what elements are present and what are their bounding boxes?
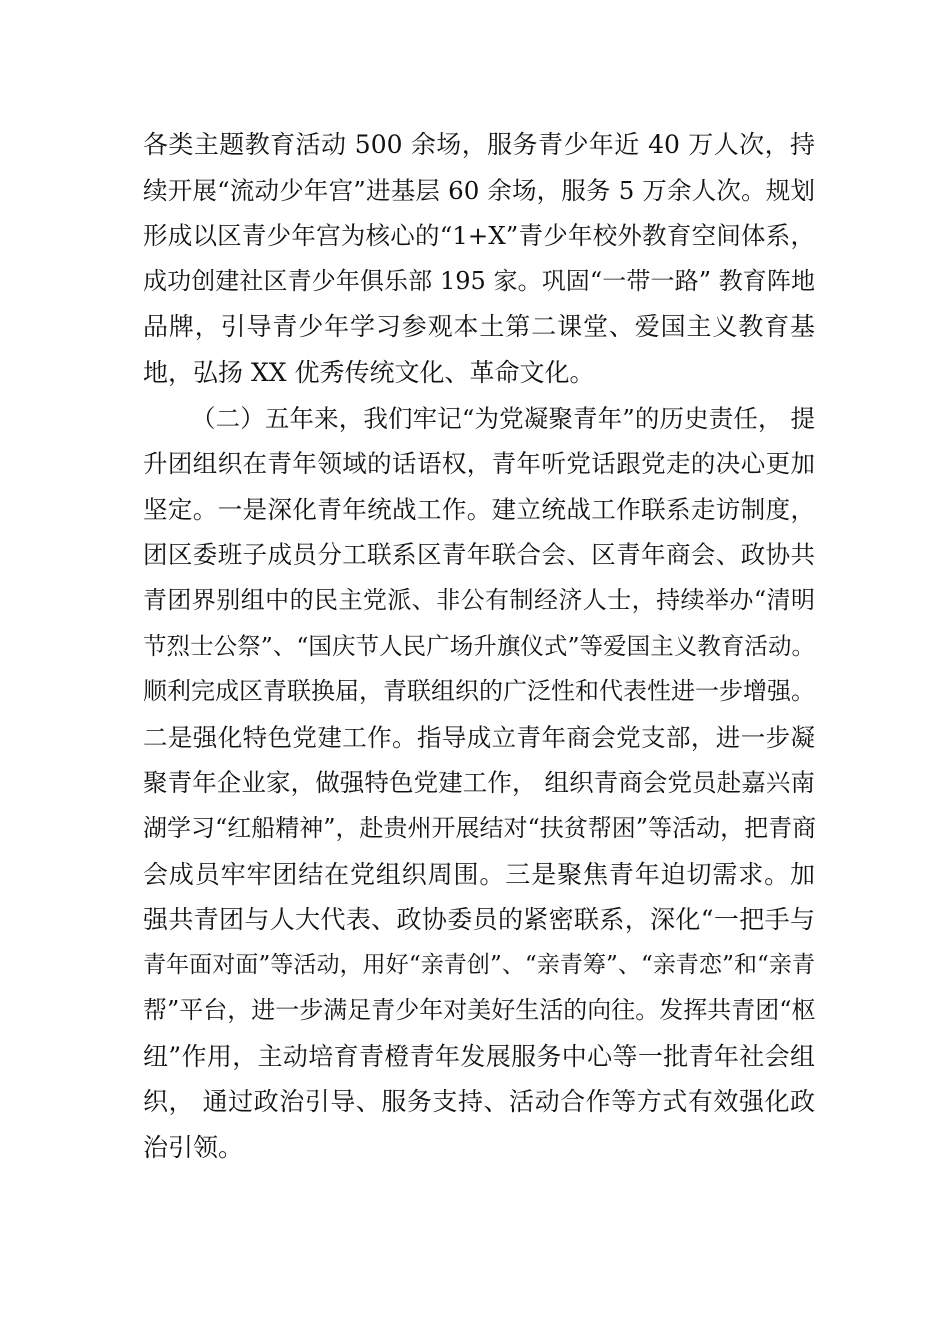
text-line: 湖学习“红船精神”，赴贵州开展结对“扶贫帮困”等活动，把青商 [143,813,817,842]
document-body [143,122,815,1171]
text-line: 织， 通过政治引导、服务支持、活动合作等方式有效强化政 [143,1087,815,1117]
text-line: 二是强化特色党建工作。指导成立青年商会党支部，进一步凝 [143,722,815,752]
text-line: 聚青年企业家，做强特色党建工作， 组织青商会党员赴嘉兴南 [143,768,815,798]
text-line: 纽”作用，主动培育青橙青年发展服务中心等一批青年社会组 [143,1041,815,1071]
text-line: 青团界别组中的民主党派、非公有制经济人士，持续举办“清明 [143,585,815,614]
text-line: 坚定。一是深化青年统战工作。建立统战工作联系走访制度， [143,494,815,524]
text-line: 成功创建社区青少年俱乐部 195 家。巩固“一带一路” 教育阵地 [143,266,815,295]
text-line: 强共青团与人大代表、政协委员的紧密联系，深化“一把手与 [143,905,815,935]
paragraph-first-line: （二）五年来，我们牢记“为党凝聚青年”的历史责任， 提 [191,403,815,433]
text-line: 各类主题教育活动 500 余场，服务青少年近 40 万人次，持 [143,130,815,159]
text-line: 团区委班子成员分工联系区青年联合会、区青年商会、政协共 [143,540,815,570]
text-line: 会成员牢牢团结在党组织周围。三是聚焦青年迫切需求。加 [143,859,815,889]
text-line: 节烈士公祭”、“国庆节人民广场升旗仪式”等爱国主义教育活动。 [143,631,815,660]
text-line: 青年面对面”等活动，用好“亲青创”、“亲青筹”、“亲青恋”和“亲青 [143,951,815,978]
text-line: 续开展“流动少年宫”进基层 60 余场，服务 5 万余人次。规划 [143,175,815,205]
text-line: 顺利完成区青联换届，青联组织的广泛性和代表性进一步增强。 [143,677,815,706]
text-line: 帮”平台，进一步满足青少年对美好生活的向往。发挥共青团“枢 [143,996,816,1025]
text-line: 治引领。 [143,1133,244,1163]
text-line: 形成以区青少年宫为核心的“1+X”青少年校外教育空间体系， [143,221,815,251]
text-line: 升团组织在青年领域的话语权，青年听党话跟党走的决心更加 [143,449,815,479]
text-line: 品牌，引导青少年学习参观本土第二课堂、爱国主义教育基 [143,312,815,342]
text-line: 地，弘扬 XX 优秀传统文化、革命文化。 [143,357,595,387]
